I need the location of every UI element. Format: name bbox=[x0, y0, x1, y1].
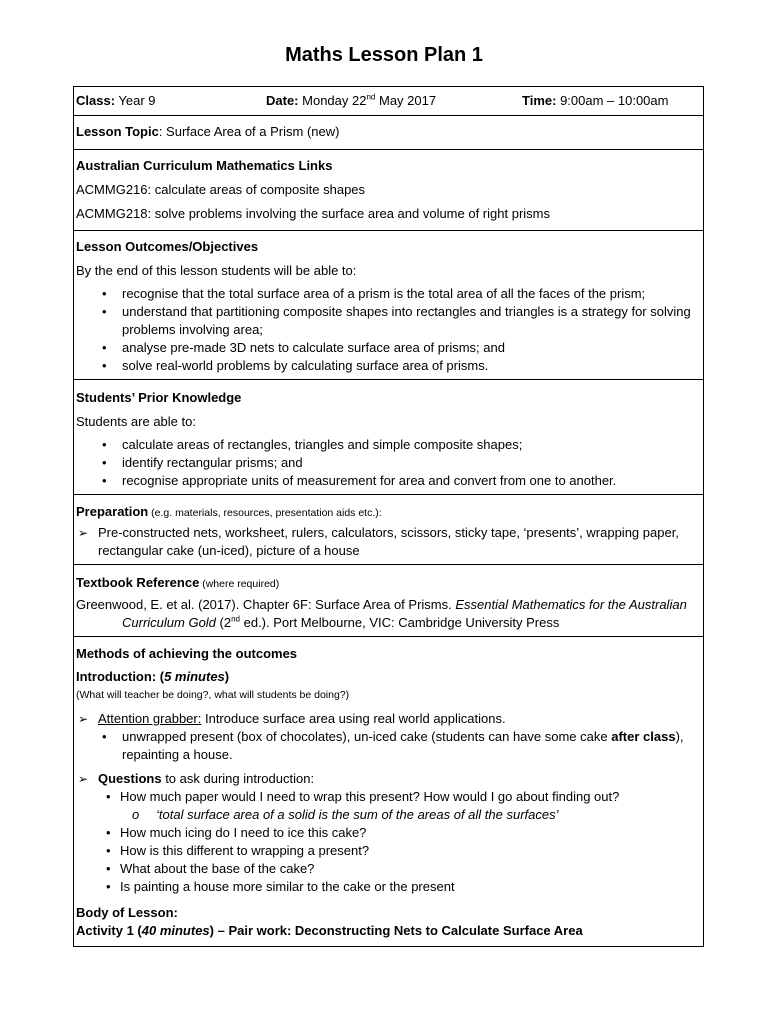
class-label: Class: bbox=[76, 93, 116, 108]
date-cell bbox=[266, 92, 522, 110]
prior-list bbox=[76, 436, 701, 490]
activity-a: Activity 1 ( bbox=[76, 923, 142, 938]
introduction-heading bbox=[76, 666, 701, 688]
intro-close: ) bbox=[224, 669, 230, 684]
curriculum-link: ACMMG218: solve problems involving the surface area and volume of right prisms bbox=[76, 206, 550, 221]
grabber-label: Attention grabber: bbox=[98, 711, 202, 726]
list-item: • identify rectangular prisms; and bbox=[76, 454, 701, 472]
header-row bbox=[74, 87, 703, 115]
list-item: • solve real-world problems by calculating surface area of prisms. bbox=[76, 357, 701, 375]
date-rest: May 2017 bbox=[379, 93, 437, 108]
grabber-item-b: ), repainting a house. bbox=[122, 729, 684, 762]
lesson-plan-table bbox=[73, 86, 704, 947]
page-title: Maths Lesson Plan 1 bbox=[285, 44, 483, 66]
grabber-text: Introduce surface area using real world applications. bbox=[201, 711, 506, 726]
class-value: Year 9 bbox=[118, 93, 156, 108]
preparation-heading: Preparation bbox=[76, 504, 149, 519]
reference-start: Greenwood, E. et al. (2017). Chapter 6F: Surface Area of Prisms. bbox=[76, 597, 456, 612]
list-item: • recognise appropriate units of measurement for area and convert from one to another. bbox=[76, 472, 701, 490]
questions-label: Questions bbox=[98, 771, 162, 786]
activity-heading bbox=[76, 922, 701, 940]
list-item: • What about the base of the cake? bbox=[76, 860, 701, 878]
list-item: • How much icing do I need to ice this cake? bbox=[76, 824, 701, 842]
textbook-reference bbox=[76, 596, 701, 632]
intro-time: 5 minutes bbox=[164, 669, 225, 684]
activity-b: ) – Pair work: Deconstructing Nets to Calculate Surface Area bbox=[209, 923, 583, 938]
curriculum-link: ACMMG216: calculate areas of composite shapes bbox=[76, 182, 366, 197]
list-item: • understand that partitioning composite shapes into rectangles and triangles is a strategy for solving problems involving area; bbox=[76, 303, 701, 339]
grabber-item-a: unwrapped present (box of chocolates), un-iced cake (students can have some cake bbox=[122, 729, 612, 744]
reference-sup: nd bbox=[231, 614, 240, 624]
list-item: • Is painting a house more similar to the cake or the present bbox=[76, 878, 701, 896]
date-label: Date: bbox=[266, 93, 299, 108]
preparation-item: ➢ Pre-constructed nets, worksheet, rulers, calculators, scissors, sticky tape, ‘presents’, wrapping paper, rectangular cake (un-iced), picture of a house bbox=[76, 524, 701, 560]
grabber-list bbox=[76, 728, 701, 764]
topic-row bbox=[74, 115, 703, 149]
list-item: • How is this different to wrapping a present? bbox=[76, 842, 701, 860]
curriculum-row bbox=[74, 149, 703, 230]
topic-label: Lesson Topic bbox=[76, 124, 159, 139]
list-item: • calculate areas of rectangles, triangles and simple composite shapes; bbox=[76, 436, 701, 454]
intro-label: Introduction: ( bbox=[76, 669, 165, 684]
questions bbox=[76, 770, 701, 788]
preparation-header bbox=[76, 501, 701, 524]
topic-value: : Surface Area of a Prism (new) bbox=[158, 124, 340, 139]
methods-heading: Methods of achieving the outcomes bbox=[76, 646, 298, 661]
list-item bbox=[76, 728, 701, 764]
methods-row bbox=[74, 636, 703, 946]
outcomes-row bbox=[74, 230, 703, 379]
reference-end: ed.). Port Melbourne, VIC: Cambridge University Press bbox=[240, 615, 560, 630]
class-cell bbox=[76, 92, 266, 110]
preparation-note: (e.g. materials, resources, presentation aids etc.): bbox=[148, 507, 382, 519]
preparation-row bbox=[74, 494, 703, 564]
textbook-header bbox=[76, 571, 701, 596]
prior-heading: Students’ Prior Knowledge bbox=[76, 390, 242, 405]
time-cell bbox=[522, 92, 668, 110]
list-item: • How much paper would I need to wrap this present? How would I go about finding out? bbox=[76, 788, 701, 806]
outcomes-intro: By the end of this lesson students will be able to: bbox=[76, 263, 357, 278]
attention-grabber bbox=[76, 710, 701, 728]
reference-edition: (2 bbox=[215, 615, 232, 630]
list-item: • analyse pre-made 3D nets to calculate surface area of prisms; and bbox=[76, 339, 701, 357]
time-label: Time: bbox=[522, 93, 557, 108]
textbook-heading: Textbook Reference bbox=[76, 575, 200, 590]
outcomes-list bbox=[76, 285, 701, 375]
curriculum-heading: Australian Curriculum Mathematics Links bbox=[76, 158, 333, 173]
time-value: 9:00am – 10:00am bbox=[560, 93, 669, 108]
list-item: • recognise that the total surface area of a prism is the total area of all the faces of the prism; bbox=[76, 285, 701, 303]
date-sup: nd bbox=[366, 92, 376, 102]
body-heading: Body of Lesson: bbox=[76, 905, 178, 920]
questions-list bbox=[76, 788, 701, 806]
date-day: Monday 22 bbox=[302, 93, 367, 108]
textbook-note: (where required) bbox=[199, 578, 280, 590]
grabber-item-bold: after class bbox=[611, 729, 676, 744]
outcomes-heading: Lesson Outcomes/Objectives bbox=[76, 239, 259, 254]
textbook-row bbox=[74, 564, 703, 636]
activity-time: 40 minutes bbox=[141, 923, 210, 938]
questions-list-rest bbox=[76, 824, 701, 896]
prior-intro: Students are able to: bbox=[76, 414, 196, 429]
question-sub-item: o ‘total surface area of a solid is the sum of the areas of all the surfaces’ bbox=[76, 806, 701, 824]
introduction-note: (What will teacher be doing?, what will students be doing?) bbox=[76, 689, 350, 701]
prior-knowledge-row bbox=[74, 379, 703, 494]
questions-text: to ask during introduction: bbox=[161, 771, 315, 786]
reference-title: Essential Mathematics for the Australian Curriculum Gold bbox=[122, 597, 687, 630]
